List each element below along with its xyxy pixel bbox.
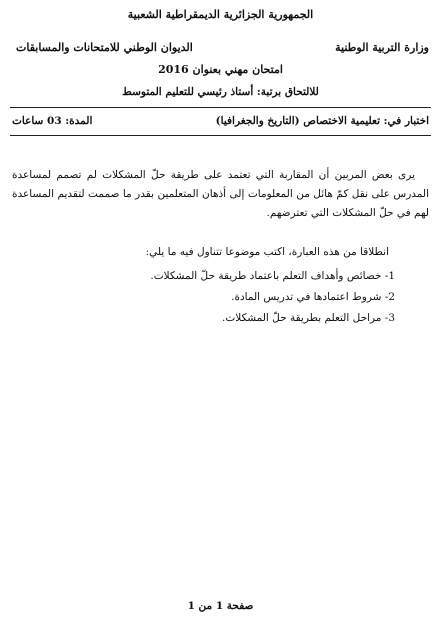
- task-list: [150, 266, 395, 329]
- prompt-paragraph: يرى بعض المربين أن المقاربة التي تعتمد على طريقة حلّ المشكلات لم تصمم لمساعدة المدرس على نقل كمّ هائل من المعلومات إلى أذهان المتعلمين بقدر ما صممت لتقديم المساعدة لهم في حلّ المشكلات التي تعترضهم.: [12, 169, 429, 219]
- bottom-divider: [10, 135, 431, 136]
- ministry-name: وزارة التربية الوطنية: [335, 41, 429, 54]
- republic-header: الجمهورية الجزائرية الديمقراطية الشعبية: [127, 8, 314, 21]
- top-divider: [10, 107, 431, 108]
- exam-office-name: الديوان الوطني للامتحانات والمسابقات: [16, 41, 193, 54]
- exam-subject: اختبار في: تعليمية الاختصاص (التاريخ والجغرافيا): [215, 115, 429, 127]
- exam-duration: المدة: 03 ساعات: [12, 115, 93, 127]
- task-item: 2- شروط اعتمادها في تدريس المادة.: [231, 291, 395, 303]
- task-intro: انطلاقا من هذه العبارة، اكتب موضوعا تتناول فيه ما يلي:: [145, 246, 389, 258]
- task-item: 1- خصائص وأهداف التعلم باعتماد طريقة حلّ المشكلات.: [150, 270, 395, 282]
- page-number: صفحة 1 من 1: [187, 600, 254, 612]
- task-item: 3- مراحل التعلم بطريقة حلّ المشكلات.: [222, 312, 395, 324]
- exam-rank: للالتحاق برتبة: أستاذ رئيسي للتعليم المتوسط: [122, 86, 319, 98]
- exam-title: امتحان مهني بعنوان 2016: [158, 63, 283, 76]
